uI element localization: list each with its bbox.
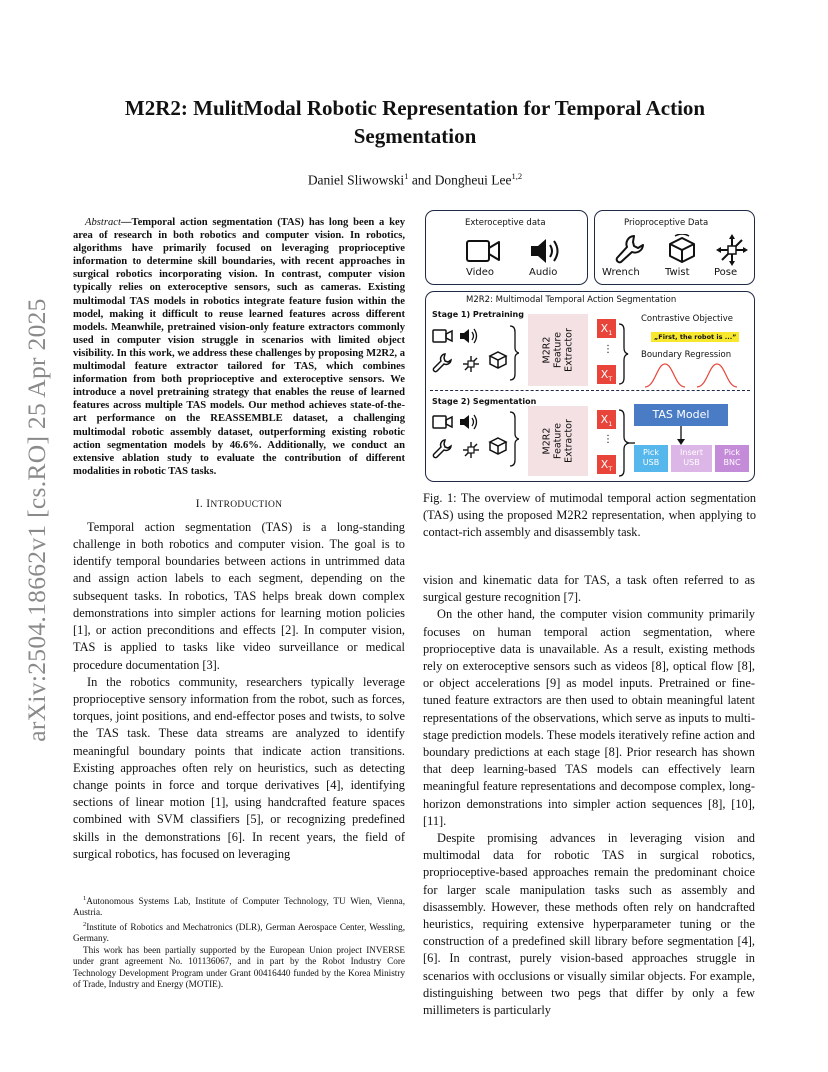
stage-2-input-icons — [431, 410, 519, 468]
x1-subscript: 1 — [608, 329, 613, 338]
figure-1-caption: Fig. 1: The overview of mutimodal temporal action segmentation (TAS) using the proposed M2R2 representation, when applying to contact-rich assembly and disassembly task. — [423, 491, 756, 540]
footnote-2-mark: 2 — [83, 920, 87, 928]
language-prompt-tag: „First, the robot is ...” — [651, 332, 739, 342]
segment-tile-pick-usb — [634, 445, 668, 472]
cube-icon — [667, 234, 697, 266]
x1-letter: X — [600, 413, 609, 426]
x1-subscript: 1 — [608, 420, 613, 429]
intro-paragraph-2: In the robotics community, researchers typically leverage proprioceptive sensory information from the robot, such as forces, torques, joint positions, and end-effector poses and twists, to solve the TAS task. These data streams are analyzed to identify meaningful boundary points that indicate action transitions. Existing approaches often rely on heuristics, such as detecting change points in force and torque derivatives [4], identifying sections of linear motion [1], using handcrafted feature spaces combined with SVM classifiers [5], or recognizing predefined skills in the demonstrations [6]. In recent years, the field of surgical robotics, has focused on leveraging — [73, 674, 405, 861]
footnotes — [73, 893, 405, 990]
funding-note: This work has been partially supported by the European Union project INVERSE under grant agreement No. 101136067, and in part by the Robot Industry Core Technology Development Program under Grant 00416440 funded by the Korea Ministry of Trade, Industry and Energy (MOTIE). — [73, 944, 405, 989]
abstract — [73, 216, 405, 478]
figure-1-overview — [425, 210, 755, 482]
tile-3-line-2: BNC — [723, 458, 741, 467]
footnote-1-mark: 1 — [83, 895, 87, 902]
right-column — [423, 572, 755, 1019]
stage-2-feature-extractor — [528, 406, 588, 476]
extractor-line-1: M2R2 — [541, 427, 553, 455]
tile-1-line-2: USB — [642, 458, 660, 467]
stage-divider — [430, 390, 750, 391]
video-label: Video — [466, 267, 495, 278]
tas-model-arrow — [634, 426, 734, 446]
stage-2-ellipsis: ⋮ — [603, 434, 613, 445]
contrastive-objective-label: Contrastive Objective — [641, 314, 733, 324]
pose-label: Pose — [714, 267, 738, 278]
wrench-icon — [614, 234, 644, 266]
author-line — [90, 171, 740, 189]
arxiv-identifier — [22, 285, 52, 755]
paper-title: M2R2: MulitModal Robotic Representation for Temporal Action Segmentation — [124, 96, 706, 148]
arxiv-identifier-text: arXiv:2504.18662v1 [cs.RO] 25 Apr 2025 — [22, 298, 51, 742]
x1-letter: X — [600, 322, 609, 335]
section-heading-introduction — [73, 498, 405, 510]
camera-icon — [466, 237, 500, 265]
intro-paragraph-1: Temporal action segmentation (TAS) is a long-standing challenge in both robotics and computer vision. The goal is to identify temporal boundaries between actions in untrimmed data and assign action labels to each segment, depending on the subsequent tasks. In robotics, TAS helps break down complex demonstrations into simpler actions for learning motion policies [1], or action preconditions and effects [2]. In computer vision, TAS is applied to tasks like video surveillance or medical procedure documentation [3]. — [73, 519, 405, 672]
extractor-line-2: Feature — [552, 332, 564, 368]
stage-1-feature-xt — [597, 365, 616, 384]
tile-1-line-1: Pick — [643, 448, 659, 457]
twist-label: Twist — [665, 267, 690, 278]
footnote-2-text: Institute of Robotics and Mechatronics (DLR), German Aerospace Center, Wessling, Germany. — [73, 921, 405, 944]
speaker-icon — [529, 236, 563, 266]
stage-1-bracket-icon — [617, 322, 631, 386]
tas-model-block: TAS Model — [634, 404, 728, 426]
stage-2-feature-x1 — [597, 410, 616, 429]
author-2-affiliation: 1,2 — [511, 171, 523, 181]
section-title-rest: NTRODUCTION — [210, 499, 283, 510]
abstract-lead: Abstract — [85, 217, 121, 228]
exteroceptive-title: Exteroceptive data — [465, 218, 546, 228]
footnote-1 — [73, 893, 405, 919]
audio-label: Audio — [529, 267, 558, 278]
stage-1-feature-extractor — [528, 314, 588, 386]
extractor-line-3: Extractor — [563, 328, 575, 372]
xt-letter: X — [600, 458, 609, 471]
intro-paragraph-4: Despite promising advances in leveraging vision and multimodal data for robotic TAS in surgical robotics, proprioceptive-based approaches remain the predominant choice for larger scale manipulation tasks such as assembly and disassembly. However, these methods often rely on handcrafted heuristics, requiring extensive hyperparameter tuning or the construction of a predefined skill library before segmentation [4], [6]. In contrast, purely vision-based approaches struggle in scenarios with occlusions or visually similar objects. For example, distinguishing between two pegs that differ by only a few millimeters is particularly — [423, 831, 755, 1018]
footnote-2 — [73, 919, 405, 945]
author-1-name: Daniel Sliwowski — [307, 172, 405, 188]
m2r2-pipeline-title: M2R2: Multimodal Temporal Action Segmentation — [466, 295, 677, 305]
abstract-text: Temporal action segmentation (TAS) has long been a key area of research in both robotics and computer vision. In robotics, algorithms have primarily focused on leveraging proprioceptive information to determine skill boundaries, with recent approaches in surgical robotics incorporating vision. In contrast, computer vision typically relies on exteroceptive sensors, such as cameras. Existing multimodal TAS models in robotics integrate feature fusion within the model, making it difficult to reuse learned features across different models. Meanwhile, pretrained vision-only feature extractors commonly used in computer vision struggle in scenarios with limited object visibility. In this work, we address these challenges by proposing M2R2, a multimodal feature extractor tailored for TAS, which combines information from both proprioceptive and exteroceptive sensors. We introduce a novel pretraining strategy that enables the reuse of learned features across multiple TAS models. Our method achieves state-of-the-art performance on the REASSEMBLE dataset, a challenging multimodal robotic assembly dataset, outperforming existing robotic action segmentation models by 46.6%. Additionally, we conduct an extensive ablation study to evaluate the contribution of different modalities in robotic TAS tasks. — [73, 217, 405, 477]
section-numeral: I. — [195, 497, 207, 510]
boundary-curves-icon — [645, 362, 741, 388]
footnote-1-text: Autonomous Systems Lab, Institute of Computer Technology, TU Wien, Vienna, Austria. — [73, 896, 405, 918]
author-conjunction: and — [408, 172, 435, 188]
boundary-regression-label: Boundary Regression — [641, 350, 732, 360]
stage-1-feature-x1 — [597, 319, 616, 338]
intro-paragraph-2-continued: vision and kinematic data for TAS, a task often referred to as surgical gesture recognition [7]. — [423, 573, 755, 605]
section-title-first-letter: I — [206, 497, 211, 510]
stage-1-label: Stage 1) Pretraining — [432, 310, 524, 319]
left-column — [73, 216, 405, 863]
xt-subscript: T — [608, 375, 613, 384]
segment-tile-insert-usb — [671, 445, 712, 472]
author-2-name: Dongheui Lee — [434, 172, 512, 188]
stage-1-input-icons — [431, 324, 519, 382]
xt-letter: X — [600, 368, 609, 381]
wrench-label: Wrench — [602, 267, 640, 278]
tile-2-line-1: Insert — [680, 448, 703, 457]
extractor-line-3: Extractor — [563, 419, 575, 463]
extractor-line-1: M2R2 — [541, 336, 553, 364]
intro-paragraph-3: On the other hand, the computer vision community primarily focuses on human temporal action segmentation, where proprioceptive data is unavailable. As a result, existing methods rely on exteroceptive sensors such as videos [8], optical flow [8], or object accelerations [9] as model inputs. Pretrained or fine-tuned feature extractors are then used to obtain meaningful latent representations of the observations, which serve as inputs to multi-stage prediction models. These models iteratively refine action and boundary predictions at each stage [8]. Prior research has shown that deep learning-based TAS models can effectively learn meaningful feature representations and decompose complex, long-horizon demonstrations into simpler action sequences [8], [10], [11]. — [423, 607, 755, 828]
pose-axes-icon — [715, 233, 749, 267]
stage-1-ellipsis: ⋮ — [603, 344, 613, 355]
stage-2-extractor-label — [542, 419, 575, 463]
tile-2-line-2: USB — [683, 458, 700, 467]
extractor-line-2: Feature — [552, 423, 564, 459]
author-1-affiliation: 1 — [404, 171, 409, 181]
proprioceptive-title: Prioproceptive Data — [624, 218, 709, 228]
stage-2-feature-xt — [597, 455, 616, 474]
segment-tile-pick-bnc — [715, 445, 749, 472]
abstract-dash: — — [120, 217, 132, 228]
stage-2-label: Stage 2) Segmentation — [432, 397, 537, 406]
xt-subscript: T — [608, 465, 613, 474]
stage-2-bracket-icon — [617, 408, 635, 478]
stage-1-extractor-label — [542, 328, 575, 372]
tile-3-line-1: Pick — [724, 448, 740, 457]
